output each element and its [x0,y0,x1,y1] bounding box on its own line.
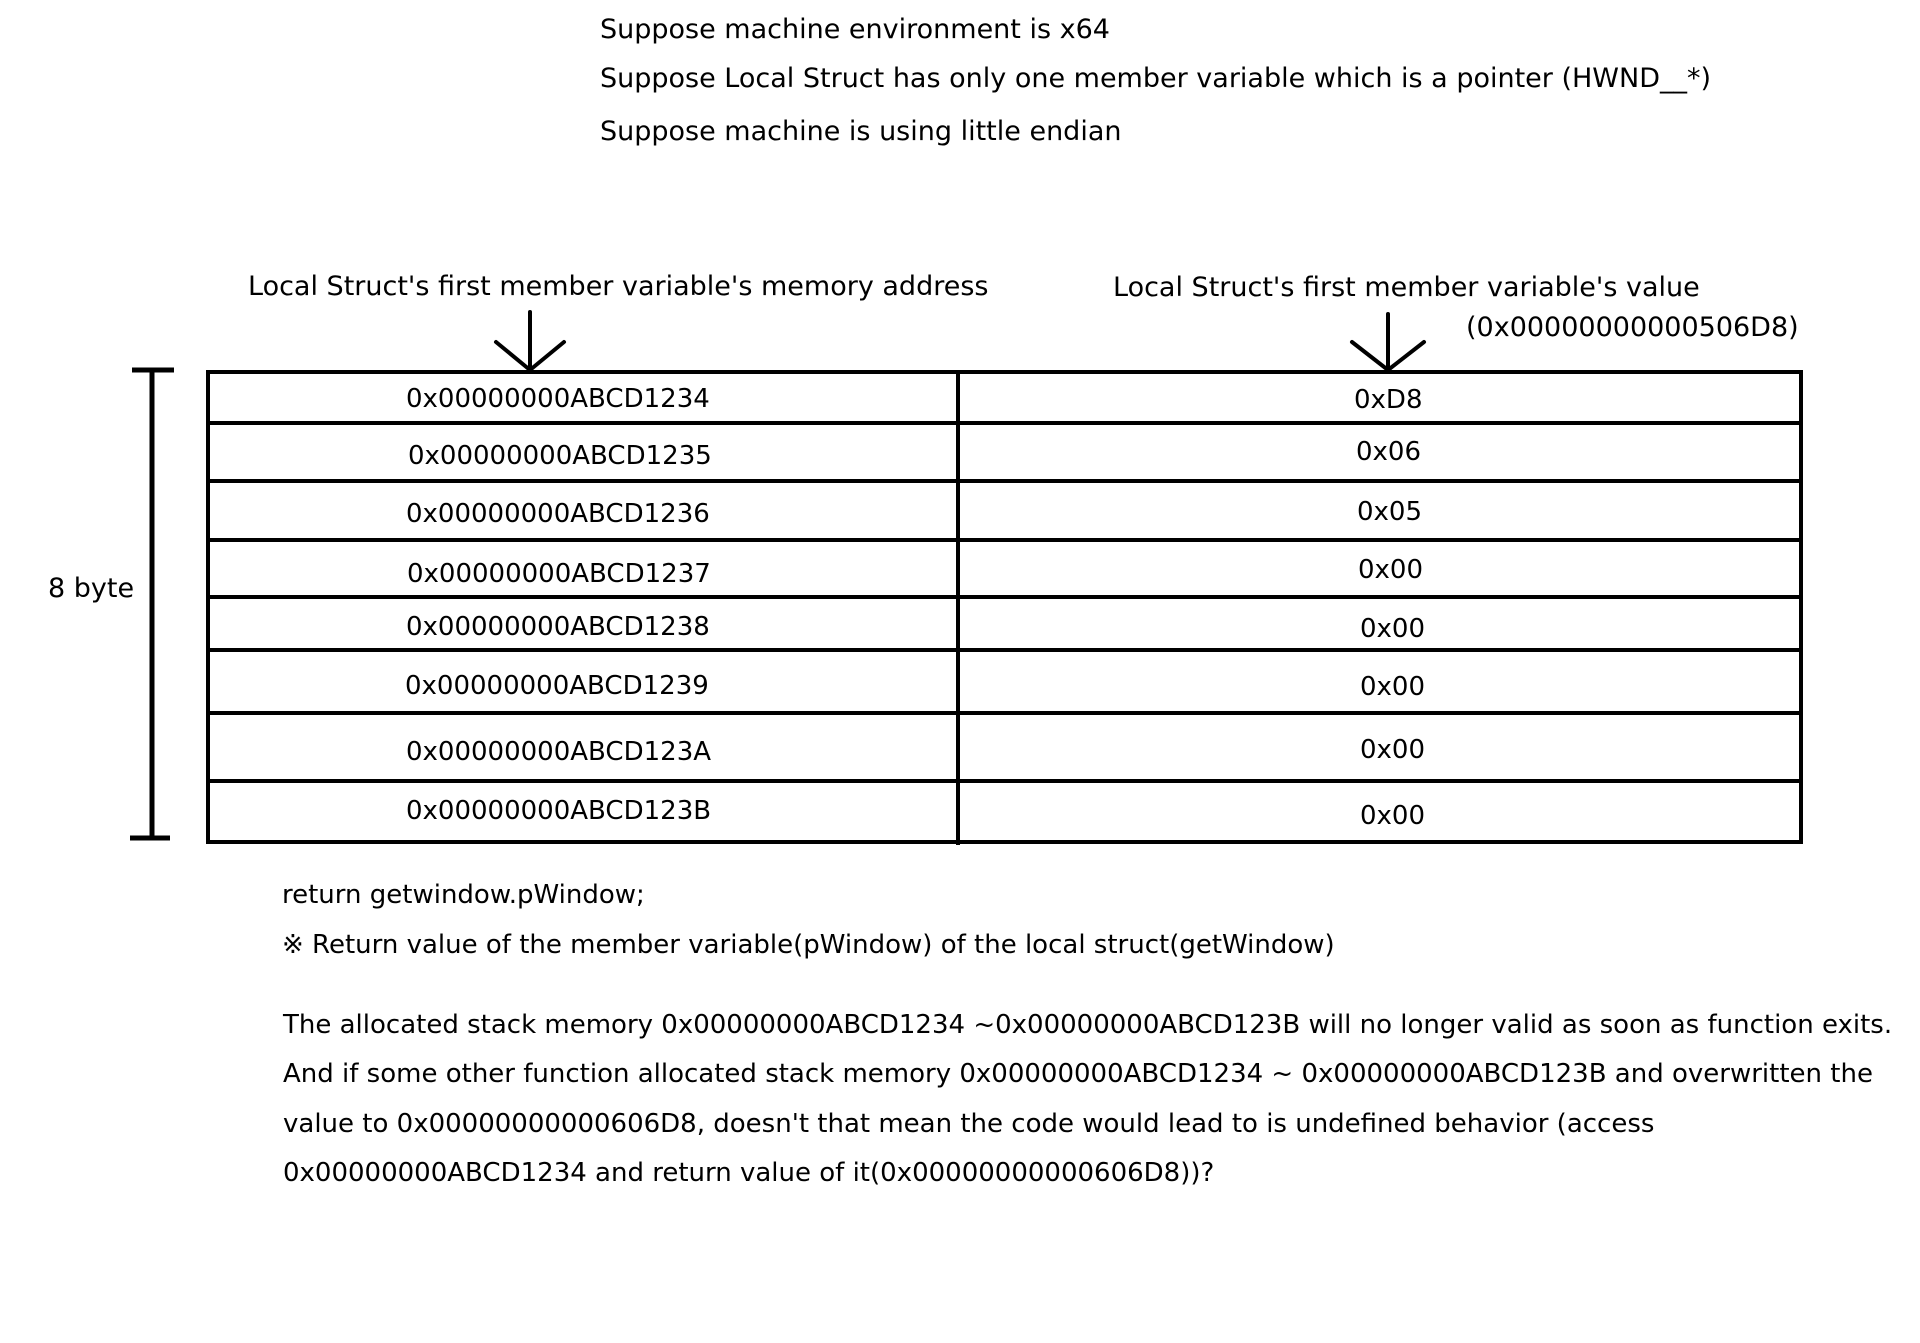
address-cell: 0x00000000ABCD123A [406,737,712,767]
value-cell: 0x00 [1358,555,1424,585]
address-arrow-icon [496,312,564,370]
value-cell: 0x05 [1357,497,1423,527]
question-line: 0x00000000ABCD1234 and return value of it(0x00000000000606D8))? [283,1158,1215,1188]
code-note: ※ Return value of the member variable(pWindow) of the local struct(getWindow) [282,930,1335,960]
assumption-struct: Suppose Local Struct has only one member variable which is a pointer (HWND__*) [600,63,1712,94]
size-label: 8 byte [48,573,135,604]
address-cell: 0x00000000ABCD1237 [407,559,711,589]
value-cell: 0xD8 [1354,385,1423,415]
address-cell: 0x00000000ABCD1234 [406,384,710,414]
value-arrow-icon [1352,314,1424,370]
value-note: (0x00000000000506D8) [1466,312,1799,343]
address-cell: 0x00000000ABCD1236 [406,499,710,529]
byte-span-bracket [130,370,174,838]
question-line: And if some other function allocated stack memory 0x00000000ABCD1234 ~ 0x00000000ABCD123B and overwritten the [283,1059,1873,1089]
value-cell: 0x00 [1360,801,1426,831]
value-cell: 0x06 [1356,437,1422,467]
address-cell: 0x00000000ABCD123B [406,796,712,826]
assumption-endian: Suppose machine is using little endian [600,116,1122,147]
address-cell: 0x00000000ABCD1239 [405,671,709,701]
assumption-environment: Suppose machine environment is x64 [600,14,1110,45]
question-line: The allocated stack memory 0x00000000ABCD1234 ~0x00000000ABCD123B will no longer valid as soon as function exits. [283,1010,1893,1040]
value-cell: 0x00 [1360,735,1426,765]
address-column-label: Local Struct's first member variable's memory address [248,271,989,302]
value-column-label: Local Struct's first member variable's value [1113,272,1700,303]
value-cell: 0x00 [1360,672,1426,702]
code-line: return getwindow.pWindow; [282,880,645,910]
address-cell: 0x00000000ABCD1235 [408,441,712,471]
address-cell: 0x00000000ABCD1238 [406,612,710,642]
question-line: value to 0x00000000000606D8, doesn't that mean the code would lead to is undefined behavior (access [283,1109,1655,1139]
value-cell: 0x00 [1360,614,1426,644]
